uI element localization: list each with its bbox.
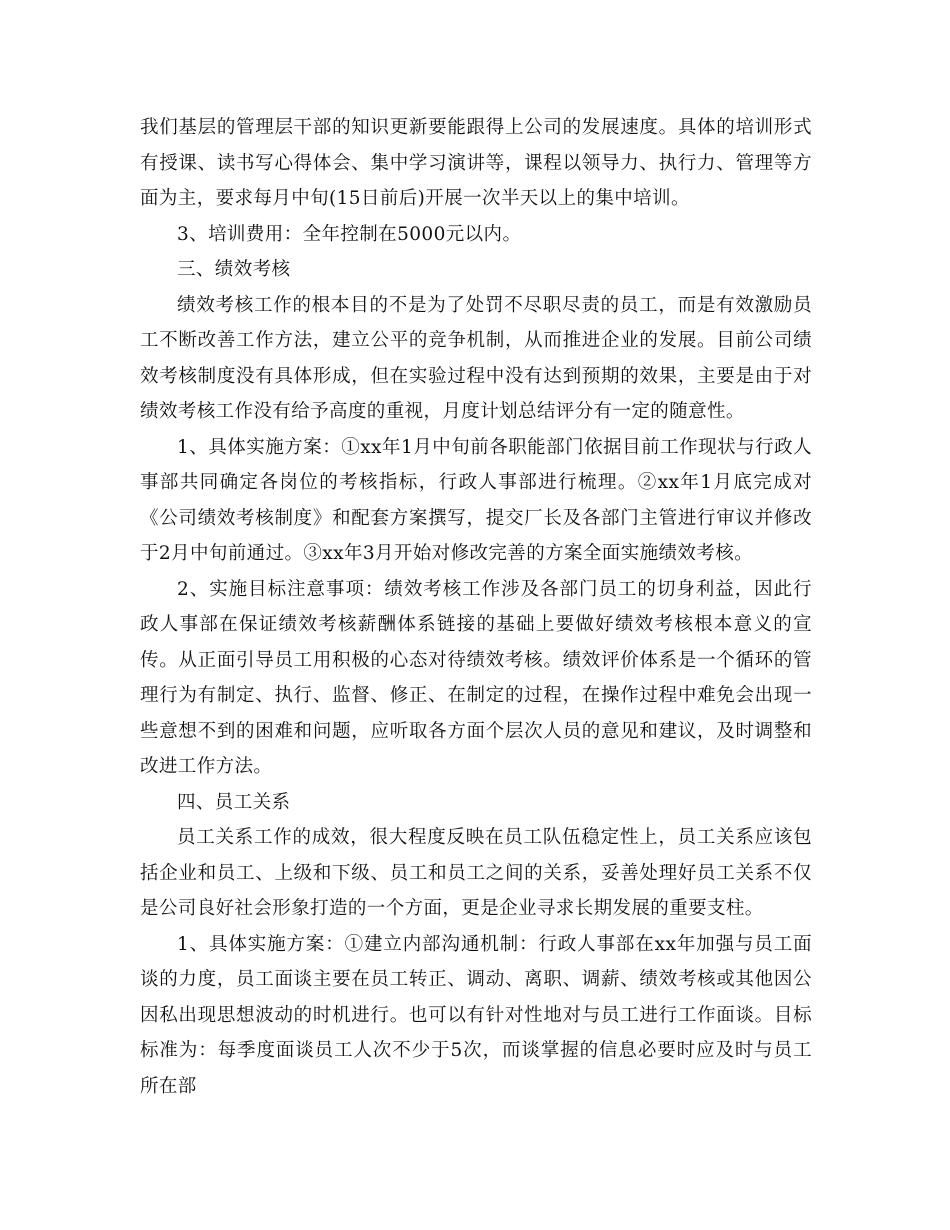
paragraph-performance-plan: 1、具体实施方案：①xx年1月中旬前各职能部门依据目前工作现状与行政人事部共同确定各岗位的考核指标，行政人事部进行梳理。②xx年1月底完成对《公司绩效考核制度》和配套方案撰写，提交厂长及各部门主管进行审议并修改于2月中旬前通过。③xx年3月开始对修改完善的方案全面实施绩效考核。	[140, 436, 812, 564]
section-heading-employee-relations: 四、员工关系	[177, 791, 291, 813]
paragraph-training-cost: 3、培训费用：全年控制在5000元以内。	[177, 223, 522, 245]
section-heading-performance: 三、绩效考核	[177, 259, 291, 280]
paragraph-employee-relations-intro: 员工关系工作的成效，很大程度反映在员工队伍稳定性上，员工关系应该包括企业和员工、上级和下级、员工和员工之间的关系，妥善处理好员工关系不仅是公司良好社会形象打造的一个方面，更是企业寻求长期发展的重要支柱。	[140, 827, 812, 919]
paragraph-performance-intro: 绩效考核工作的根本目的不是为了处罚不尽职尽责的员工，而是有效激励员工不断改善工作方法，建立公平的竞争机制，从而推进企业的发展。目前公司绩效考核制度没有具体形成，但在实验过程中没有达到预期的效果，主要是由于对绩效考核工作没有给予高度的重视，月度计划总结评分有一定的随意性。	[140, 294, 812, 422]
paragraph-performance-notes: 2、实施目标注意事项：绩效考核工作涉及各部门员工的切身利益，因此行政人事部在保证绩效考核薪酬体系链接的基础上要做好绩效考核根本意义的宣传。从正面引导员工用积极的心态对待绩效考核。绩效评价体系是一个循环的管理行为有制定、执行、监督、修正、在制定的过程，在操作过程中难免会出现一些意想不到的困难和问题，应听取各方面个层次人员的意见和建议，及时调整和改进工作方法。	[140, 578, 812, 777]
paragraph-employee-relations-plan: 1、具体实施方案：①建立内部沟通机制：行政人事部在xx年加强与员工面谈的力度，员工面谈主要在员工转正、调动、离职、调薪、绩效考核或其他因公因私出现思想波动的时机进行。也可以有针对性地对与员工进行工作面谈。目标标准为：每季度面谈员工人次不少于5次，而谈掌握的信息必要时应及时与员工所在部	[140, 933, 812, 1097]
document-body	[140, 110, 812, 1104]
paragraph-1: 我们基层的管理层干部的知识更新要能跟得上公司的发展速度。具体的培训形式有授课、读书写心得体会、集中学习演讲等，课程以领导力、执行力、管理等方面为主，要求每月中旬(15日前后)开展一次半天以上的集中培训。	[140, 117, 812, 209]
